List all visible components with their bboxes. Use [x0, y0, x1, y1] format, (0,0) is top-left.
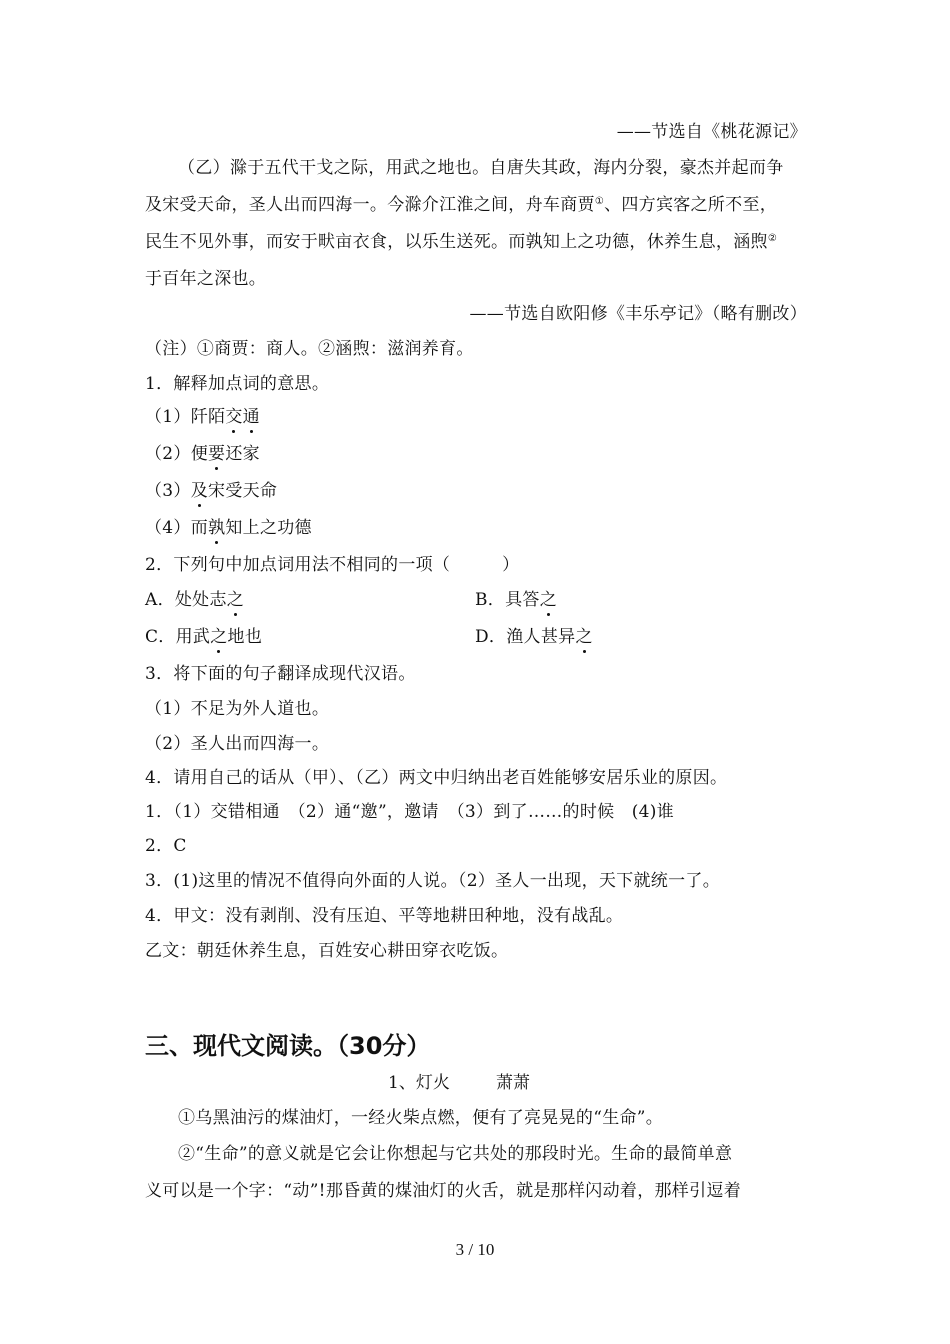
dotted-char: 之: [539, 590, 558, 610]
question-2-option-c: C．用武之地也: [145, 627, 263, 647]
footnote: （注）①商贾：商人。②涵煦：滋润养育。: [145, 339, 474, 359]
question-1-item-3: （3）及宋受天命: [145, 481, 278, 501]
dotted-char: 孰: [208, 518, 226, 538]
answer-1: 1．（1）交错相通 （2）通“邀”，邀请 （3）到了……的时候 (4)谁: [145, 802, 675, 822]
passage-jia-source: ——节选自《桃花源记》: [616, 122, 807, 142]
question-3-item-1: （1）不足为外人道也。: [145, 699, 330, 719]
footnote-marker-2: ②: [767, 233, 778, 244]
passage-yi-line-4: 于百年之深也。: [145, 269, 267, 289]
question-1-stem: 1．解释加点词的意思。: [145, 374, 330, 394]
question-1-item-1: （1）阡陌交通: [145, 407, 260, 427]
dotted-char: 之: [210, 627, 228, 647]
passage-yi-line-2: 及宋受天命，圣人出而四海一。今滁介江淮之间，舟车商贾①、四方宾客之所不至，: [145, 195, 778, 215]
footnote-marker-1: ①: [594, 196, 605, 207]
dotted-char: 及: [190, 481, 209, 501]
question-2-option-a: A．处处志之: [145, 590, 245, 610]
dotted-char: 要: [208, 444, 226, 464]
question-2-option-d: D．渔人甚异之: [475, 627, 593, 647]
question-4-stem: 4．请用自己的话从（甲）、（乙）两文中归纳出老百姓能够安居乐业的原因。: [145, 768, 728, 788]
answer-3: 3．(1)这里的情况不值得向外面的人说。（2）圣人一出现，天下就统一了。: [145, 871, 721, 891]
article-author: 萧萧: [495, 1073, 530, 1093]
passage-yi-line-3: 民生不见外事，而安于畎亩衣食，以乐生送死。而孰知上之功德，休养生息，涵煦②: [145, 232, 778, 252]
question-3-stem: 3．将下面的句子翻译成现代汉语。: [145, 664, 416, 684]
question-1-item-4: （4）而孰知上之功德: [145, 518, 312, 538]
answer-4-yi: 乙文：朝廷休养生息，百姓安心耕田穿衣吃饭。: [145, 941, 509, 961]
question-2-option-b: B．具答之: [475, 590, 558, 610]
passage-yi-line-1: （乙）滁于五代干戈之际，用武之地也。自唐失其政，海内分裂，豪杰并起而争: [178, 158, 784, 178]
article-paragraph-2-cont: 义可以是一个字：“动”!那昏黄的煤油灯的火舌，就是那样闪动着，那样引逗着: [145, 1181, 742, 1201]
passage-yi-source: ——节选自欧阳修《丰乐亭记》（略有删改）: [469, 304, 807, 324]
section-heading: 三、现代文阅读。（30分）: [145, 1032, 431, 1060]
dotted-char: 之: [226, 590, 245, 610]
question-3-item-2: （2）圣人出而四海一。: [145, 734, 330, 754]
answer-2: 2．C: [145, 836, 187, 856]
question-1-item-2: （2）便要还家: [145, 444, 260, 464]
article-paragraph-1: ①乌黑油污的煤油灯，一经火柴点燃，便有了亮晃晃的“生命”。: [178, 1108, 664, 1128]
dotted-char: 之: [575, 627, 593, 647]
answer-4-jia: 4．甲文：没有剥削、没有压迫、平等地耕田种地，没有战乱。: [145, 906, 624, 926]
question-2-stem: 2．下列句中加点词用法不相同的一项（ ）: [145, 555, 520, 575]
dotted-char: 交: [225, 407, 243, 427]
page-indicator: 3 / 10: [455, 1240, 495, 1259]
article-title: 1、灯火 萧萧: [388, 1073, 530, 1093]
article-paragraph-2: ②“生命”的意义就是它会让你想起与它共处的那段时光。生命的最简单意: [178, 1144, 733, 1164]
dotted-char: 通: [242, 407, 260, 427]
